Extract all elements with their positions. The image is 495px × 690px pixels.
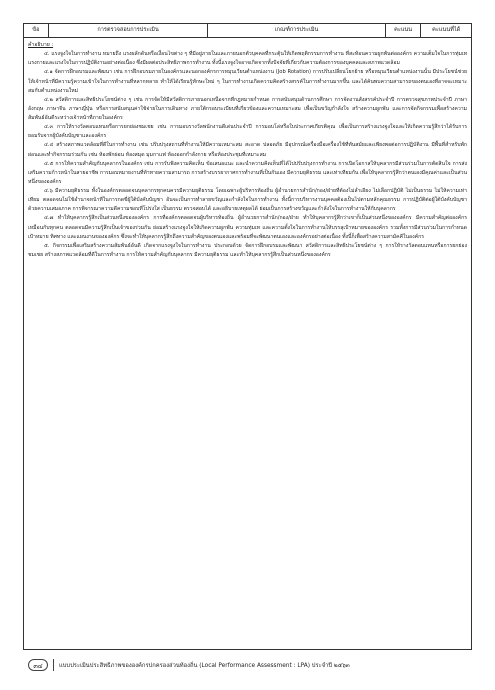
page-footer <box>28 658 468 672</box>
assessment-table <box>23 23 472 650</box>
paragraph-motivation: ๔. แรงจูงใจในการทำงาน หมายถึง แรงผลักดันหรือเงื่อนไขต่าง ๆ ที่มีอยู่ภายในและภายนอกตัวบุคคลที่กระตุ้นให้เกิดพฤติกรรมการทำงาน ที่สะท้อนความผูกพันต่อองค์กร ความเต็มใจในการทุ่มเทแรงกายและแรงใจในการปฏิบัติงานอย่างต่อเนื่อง ซึ่งมีผลต่อประสิทธิภาพการทำงาน ทั้งนี้แรงจูงใจอาจเกิดจากทั้งปัจจัยที่เกี่ยวกับความต้องการของบุคคลและสภาพแวดล้อม <box>28 51 467 67</box>
footer-title: แบบประเมินประสิทธิภาพขององค์กรปกครองส่วนท้องถิ่น (Local Performance Assessment : LPA) ประจำปี ๒๕๖๓ <box>59 663 350 669</box>
table-header-row <box>24 24 471 38</box>
paragraph-belonging: ๔.๗ ทำให้บุคลากรรู้สึกเป็นส่วนหนึ่งขององค์กร การที่องค์กรตลอดจนผู้บริหารท้องถิ่น ผู้อำนวยการสำนัก/กอง/ฝ่าย ทำให้บุคลากรรู้สึกว่าเขาก็เป็นส่วนหนึ่งขององค์กร มีความสำคัญต่อองค์กรเหมือนกับทุกคน ตลอดจนมีความรู้สึกเป็นเจ้าของร่วมกัน ย่อมสร้างแรงจูงใจให้เกิดความผูกพัน ความทุ่มเท และความตั้งใจในการทำงานให้บรรลุเป้าหมายขององค์กร รวมทั้งการมีส่วนร่วมในการกำหนดเป้าหมาย ทิศทาง และแผนงานขององค์กร ซึ่งจะทำให้บุคลากรรู้สึกถึงความสำคัญของตนเองและพร้อมที่จะพัฒนาตนเองและองค์กรอย่างต่อเนื่อง ทั้งนี้ก็เพื่อสร้างความสามัคคีในองค์กร <box>28 215 467 240</box>
header-criteria: เกณฑ์การประเมิน <box>208 24 385 37</box>
header-score: คะแนน <box>386 24 422 37</box>
header-result: คะแนนที่ได้ <box>432 27 461 33</box>
paragraph-training: ๔.๑ จัดการฝึกอบรมและพัฒนา เช่น การฝึกอบรมภายในองค์กรและนอกองค์กรการหมุนเวียนตำแหน่งงาน (Job Rotation) การปรับเปลี่ยนโยกย้าย หรือหมุนเวียนตำแหน่งงานนั้น มีประโยชน์ช่วยให้เจ้าหน้าที่มีความรู้ความเข้าใจในการทำงานที่หลากหลาย ทำให้ได้เรียนรู้ทักษะใหม่ ๆ ในการทำงานเกิดความคิดสร้างสรรค์ในการทำงานมากขึ้น และได้ค้นพบความสามารถของตนเองที่อาจจะเหมาะสมกับตำแหน่งงานใหม่ <box>28 69 467 94</box>
description-body <box>24 38 471 260</box>
header-assessment-item: การตรวจสอบการประเมิน <box>49 24 209 37</box>
paragraph-rewards: ๔.๓ การให้รางวัลตอบแทนหรือการยกย่องชมเชย เช่น การมอบรางวัลพนักงานดีเด่นประจำปี การมอบโล่หรือใบประกาศเกียรติคุณ เพื่อเป็นการสร้างแรงจูงใจและให้เกิดความรู้สึกว่าได้รับการยอมรับจากผู้บังคับบัญชาและองค์กร <box>28 124 467 140</box>
description-label: คำอธิบาย : <box>28 42 54 48</box>
header-no: ข้อ <box>24 24 49 37</box>
paragraph-welfare: ๔.๒ สวัสดิการและสิทธิประโยชน์ต่าง ๆ เช่น การจัดให้มีสวัสดิการภายนอกเหนือจากที่กฎหมายกำหนด การสนับสนุนด้านการศึกษา การจัดงานสังสรรค์ประจำปี การตรวจสุขภาพประจำปี ภาษาอังกฤษ ภาษาจีน ภาษาญี่ปุ่น หรือการสนับสนุนค่าใช้จ่ายในการเดินทาง ภายใต้กรอบระเบียบที่เกี่ยวข้องและความเหมาะสม เพื่อเป็นขวัญกำลังใจ สร้างความผูกพัน และการจัดกิจกรรมเพื่อสร้างความสัมพันธ์อันดีระหว่างเจ้าหน้าที่ภายในองค์กร <box>28 96 467 121</box>
page-number: ๓๔ <box>28 659 48 671</box>
paragraph-relationship: ๕. กิจกรรมเพื่อเสริมสร้างความสัมพันธ์อันดี เกิดจากแรงจูงใจในการทำงาน ประกอบด้วย จัดการฝึกอบรมและพัฒนา สวัสดิการและสิทธิประโยชน์ต่าง ๆ การให้รางวัลตอบแทนหรือการยกย่องชมเชย สร้างสภาพแวดล้อมที่ดีในการทำงาน การให้ความสำคัญกับบุคลากร มีความยุติธรรม และทำให้บุคลากรรู้สึกเป็นส่วนหนึ่งขององค์กร <box>28 242 467 258</box>
paragraph-environment: ๔.๔ สร้างสภาพแวดล้อมที่ดีในการทำงาน เช่น ปรับปรุงสถานที่ทำงานให้มีความเหมาะสม สะอาด ปลอดภัย มีอุปกรณ์เครื่องมือเครื่องใช้ที่ทันสมัยและเพียงพอต่อการปฏิบัติงาน มีพื้นที่สำหรับพักผ่อนและทำกิจกรรมร่วมกัน เช่น ห้องพักผ่อน ห้องสมุด มุมกาแฟ ห้องออกกำลังกาย หรือห้องประชุมที่เหมาะสม <box>28 142 467 158</box>
paragraph-fairness: ๔.๖ มีความยุติธรรม ทั้งในองค์กรตลอดจนบุคลากรทุกคนควรมีความยุติธรรม โดยเฉพาะผู้บริหารท้องถิ่น ผู้อำนวยการสำนัก/กอง/ฝ่ายที่ต้องไม่ลำเอียง ไม่เลือกปฏิบัติ ไม่เป็นธรรม ไม่ให้ความเท่าเทียม ตลอดจนไม่ใช้อำนาจหน้าที่ในการกดขี่ผู้ใต้บังคับบัญชา อันจะเป็นการทำลายขวัญและกำลังใจในการทำงาน ทั้งนี้การบริหารงานบุคคลต้องเป็นไปตามหลักคุณธรรม การปฏิบัติต่อผู้ใต้บังคับบัญชาด้วยความเสมอภาค การพิจารณาความดีความชอบที่โปร่งใส เป็นธรรม ตรวจสอบได้ และอธิบายเหตุผลได้ ย่อมเป็นการสร้างขวัญและกำลังใจในการทำงานให้กับบุคลากร <box>28 188 467 213</box>
paragraph-importance: ๔.๕ การให้ความสำคัญกับบุคลากรในองค์กร เช่น การรับฟังความคิดเห็น ข้อเสนอแนะ และนำความคิดเห็นที่ได้ไปปรับปรุงการทำงาน การเปิดโอกาสให้บุคลากรมีส่วนร่วมในการตัดสินใจ การส่งเสริมความก้าวหน้าในสายอาชีพ การมอบหมายงานที่ท้าทายความสามารถ การสร้างบรรยากาศการทำงานที่เป็นกันเอง มีความยุติธรรม และเท่าเทียมกัน เพื่อให้บุคลากรรู้สึกว่าตนเองมีคุณค่าและเป็นส่วนหนึ่งขององค์กร <box>28 160 467 185</box>
footer-divider <box>53 659 54 671</box>
